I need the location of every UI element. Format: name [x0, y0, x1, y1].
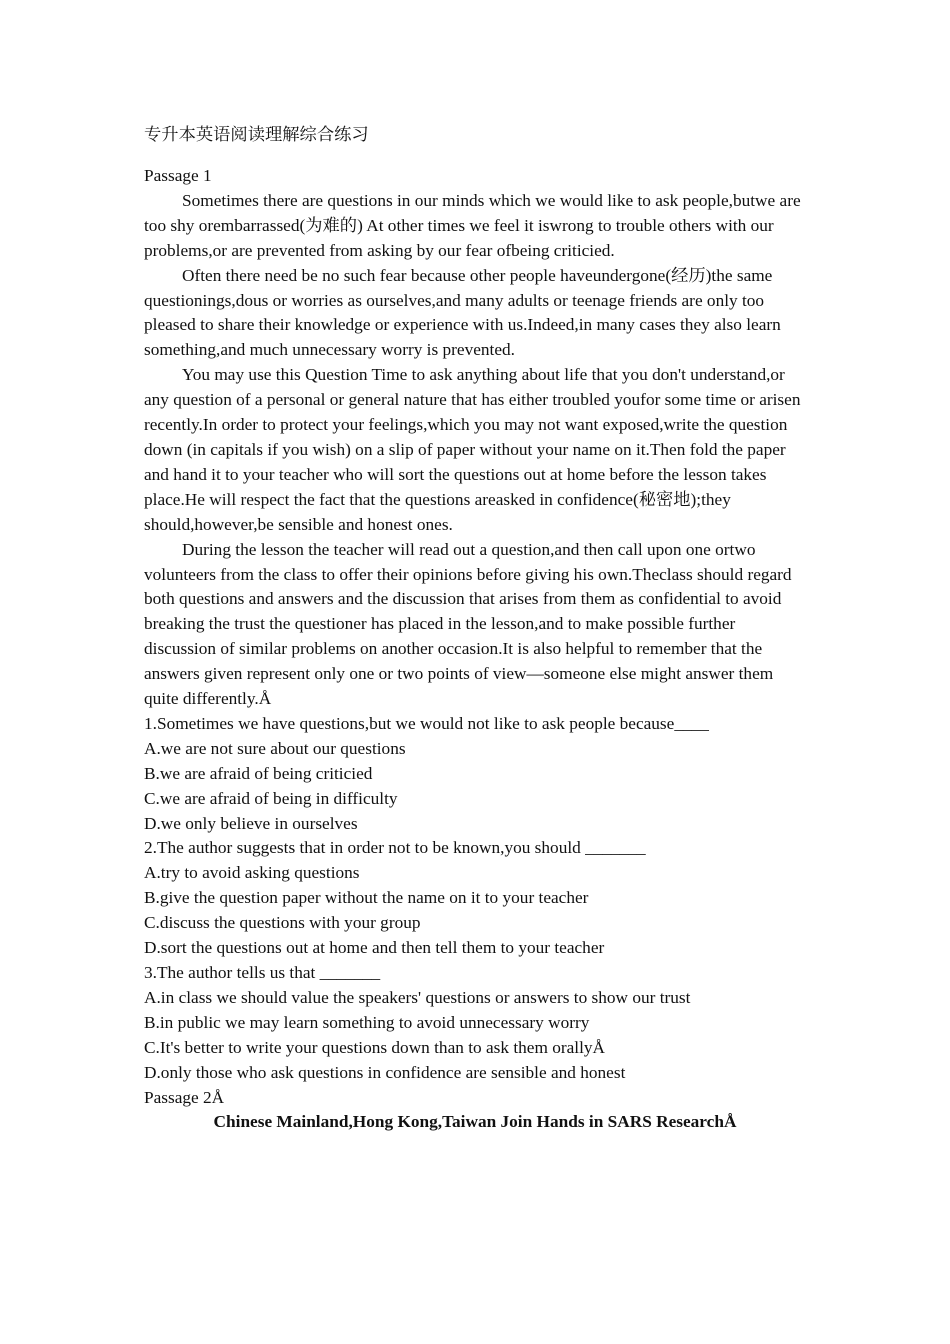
- option-a: A.try to avoid asking questions: [144, 863, 360, 883]
- question-stem: 2.The author suggests that in order not to be known,you should _______: [144, 838, 646, 858]
- passage-1-paragraph: You may use this Question Time to ask anything about life that you don't understand,or any question of a personal or general nature that has either troubled youfor some time or arisen recently.In order to protect your feelings,which you may not want exposed,write the question down (in capitals if you wish) on a slip of paper without your name on it.Then fold the paper and hand it to your teacher who will sort the questions out at home before the lesson takes place.He will respect the fact that the questions areasked in confidence(秘密地);they should,however,be sensible and honest ones.: [144, 365, 801, 534]
- passage-1-paragraph: Often there need be no such fear because other people haveundergone(经历)the same questionings,dous or worries as ourselves,and many adults or teenage friends are only too pleased to share their knowledge or experience with us.Indeed,in many cases they also learn something,and much unnecessary worry is prevented.: [144, 265, 781, 360]
- option-c: C.It's better to write your questions down than to ask them orallyÅ: [144, 1037, 605, 1057]
- document-title: 专升本英语阅读理解综合练习: [144, 125, 369, 144]
- option-b: B.give the question paper without the name on it to your teacher: [144, 888, 589, 908]
- passage-2-headline: Chinese Mainland,Hong Kong,Taiwan Join Hands in SARS ResearchÅ: [213, 1112, 737, 1132]
- option-a: A.in class we should value the speakers' questions or answers to show our trust: [144, 987, 691, 1007]
- document-body: [144, 122, 806, 1135]
- option-b: B.we are afraid of being criticied: [144, 763, 373, 783]
- option-d: D.we only believe in ourselves: [144, 813, 358, 833]
- option-a: A.we are not sure about our questions: [144, 738, 406, 758]
- question-2: [144, 836, 806, 961]
- option-c: C.discuss the questions with your group: [144, 913, 421, 933]
- passage-1-paragraph: During the lesson the teacher will read out a question,and then call upon one ortwo volunteers from the class to offer their opinions before giving his own.Theclass should regard both questions and answers and the discussion that arises from them as confidential to avoid breaking the trust the questioner has placed in the lesson,and to make possible further discussion of similar problems on another occasion.It is also helpful to remember that the answers given represent only one or two points of view—someone else might answer them quite differently.Å: [144, 539, 792, 709]
- passage-1-label: Passage 1: [144, 166, 212, 185]
- option-d: D.only those who ask questions in confidence are sensible and honest: [144, 1062, 626, 1082]
- option-c: C.we are afraid of being in difficulty: [144, 788, 398, 808]
- question-3: [144, 961, 806, 1086]
- question-stem: 3.The author tells us that _______: [144, 963, 381, 982]
- question-1: [144, 712, 806, 837]
- option-b: B.in public we may learn something to avoid unnecessary worry: [144, 1012, 590, 1032]
- passage-1-paragraph: Sometimes there are questions in our minds which we would like to ask people,butwe are too shy orembarrassed(为难的) At other times we feel it iswrong to trouble others with our problems,or are prevented from asking by our fear ofbeing criticied.: [144, 190, 801, 260]
- passage-2-label: Passage 2Å: [144, 1087, 225, 1107]
- option-d: D.sort the questions out at home and then tell them to your teacher: [144, 938, 605, 958]
- question-stem: 1.Sometimes we have questions,but we would not like to ask people because____: [144, 713, 709, 733]
